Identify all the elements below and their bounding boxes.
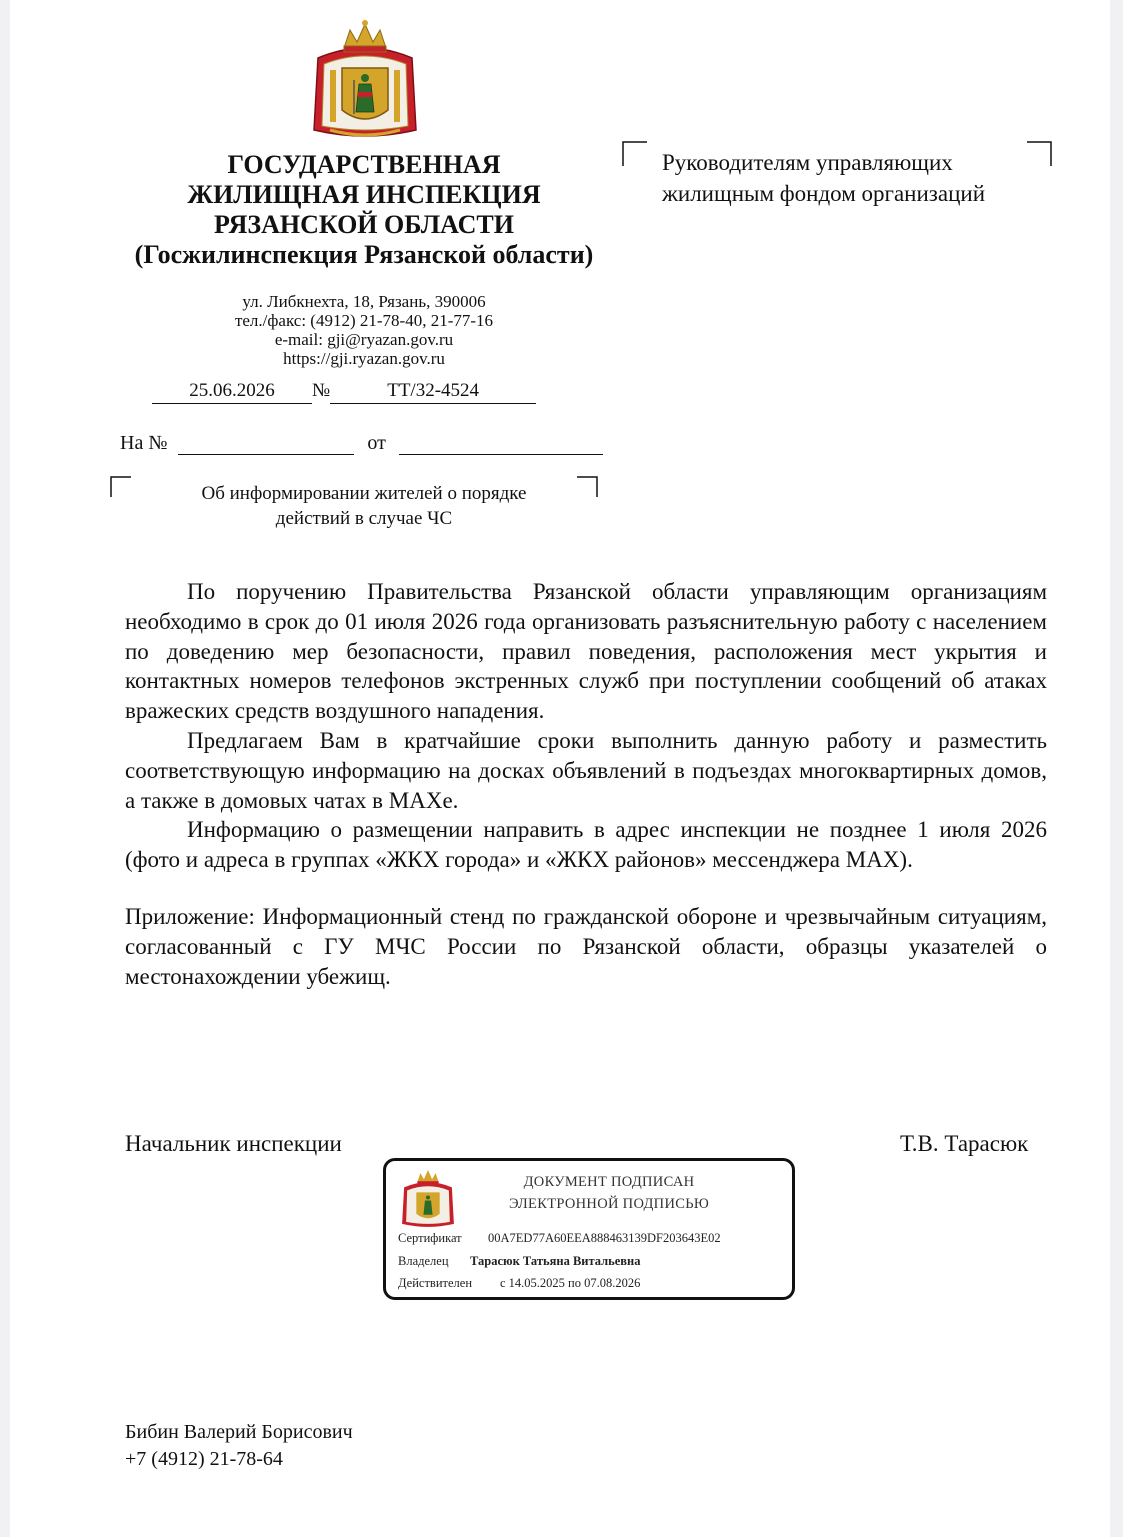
reply-from-label: от: [367, 432, 386, 454]
org-email: e-mail: gji@ryazan.gov.ru: [274, 330, 454, 349]
org-contacts: [160, 292, 568, 368]
reply-number-blank: [178, 432, 354, 455]
corner-bracket-icon: [622, 141, 648, 167]
executor-name: Бибин Валерий Борисович: [125, 1421, 353, 1443]
body-paragraph: Предлагаем Вам в кратчайшие сроки выполнить данную работу и разместить соответствующую информацию на досках объявлений в подъездах многоквартирных домов, а также в домовых чатах в МАХе.: [125, 727, 1047, 813]
org-name-line: ЖИЛИЩНАЯ ИНСПЕКЦИЯ: [187, 180, 541, 209]
org-short-name: (Госжилинспекция Рязанской области): [134, 240, 594, 269]
body-paragraph: По поручению Правительства Рязанской области управляющим организациям необходимо в срок до 01 июля 2026 года организовать разъяснительную работу с населением по доведению мер безопасности, правил поведения, расположения мест укрытия и контактных номеров телефонов экстренных служб при поступлении сообщений об атаках вражеских средств воздушного нападения.: [125, 579, 1047, 724]
stamp-validity-row: [398, 1276, 640, 1291]
corner-bracket-icon: [1026, 141, 1052, 167]
stamp-owner-label: Владелец: [398, 1254, 449, 1268]
stamp-cert-label: Сертификат: [398, 1231, 462, 1245]
stamp-heading: [486, 1171, 732, 1215]
electronic-signature-stamp: [383, 1158, 795, 1300]
stamp-owner-row: [398, 1254, 641, 1269]
subject-line: Об информировании жителей о порядке: [201, 483, 527, 504]
ryazan-coat-of-arms-icon: [310, 18, 420, 144]
stamp-certificate-row: [398, 1231, 721, 1246]
org-address: ул. Либкнехта, 18, Рязань, 390006: [242, 292, 486, 311]
reply-reference-line: [120, 432, 603, 455]
letter-subject: [160, 481, 568, 531]
body-paragraph: Информацию о размещении направить в адрес инспекции не позднее 1 июля 2026 (фото и адреса в группах «ЖКХ города» и «ЖКХ районов» мессенджера МАХ).: [125, 817, 1047, 873]
org-phone: тел./факс: (4912) 21-78-40, 21-77-16: [234, 311, 494, 330]
signatory-role: Начальник инспекции: [125, 1131, 342, 1156]
addressee: [662, 147, 985, 209]
registration-number: ТТ/32-4524: [330, 380, 536, 404]
stamp-heading-line: ДОКУМЕНТ ПОДПИСАН: [523, 1174, 695, 1190]
stamp-cert-value: 00A7ED77A60EEA888463139DF203643E02: [488, 1231, 721, 1245]
document-page: [10, 0, 1110, 1537]
corner-bracket-icon: [576, 476, 598, 498]
addressee-line: Руководителям управляющих: [662, 150, 953, 175]
subject-line: действий в случае ЧС: [275, 508, 453, 529]
org-website: https://gji.ryazan.gov.ru: [283, 349, 445, 368]
org-name-line: РЯЗАНСКОЙ ОБЛАСТИ: [214, 210, 514, 239]
executor-phone: +7 (4912) 21-78-64: [125, 1448, 283, 1470]
corner-bracket-icon: [110, 476, 132, 498]
attachment-paragraph: Приложение: Информационный стенд по гражданской обороне и чрезвычайным ситуациям, согласованный с ГУ МЧС России по Рязанской области, образцы указателей о местонахождении убежищ.: [125, 903, 1047, 989]
letter-body: [125, 577, 1047, 991]
organization-name: [110, 150, 618, 270]
reply-date-blank: [399, 432, 603, 455]
reply-prefix: На №: [120, 432, 168, 454]
registration-date: 25.06.2026: [152, 380, 312, 404]
signatory-name: Т.В. Тарасюк: [900, 1131, 1029, 1156]
addressee-line: жилищным фондом организаций: [662, 181, 986, 206]
stamp-heading-line: ЭЛЕКТРОННОЙ ПОДПИСЬЮ: [508, 1196, 710, 1212]
org-name-line: ГОСУДАРСТВЕННАЯ: [227, 150, 501, 179]
executor-info: [125, 1419, 353, 1473]
ryazan-coat-of-arms-icon: [398, 1167, 458, 1231]
stamp-valid-label: Действителен: [398, 1276, 473, 1290]
number-sign: №: [312, 380, 331, 401]
registration-line: [152, 380, 536, 404]
stamp-owner-value: Тарасюк Татьяна Витальевна: [470, 1254, 641, 1268]
stamp-valid-value: с 14.05.2025 по 07.08.2026: [500, 1276, 641, 1290]
